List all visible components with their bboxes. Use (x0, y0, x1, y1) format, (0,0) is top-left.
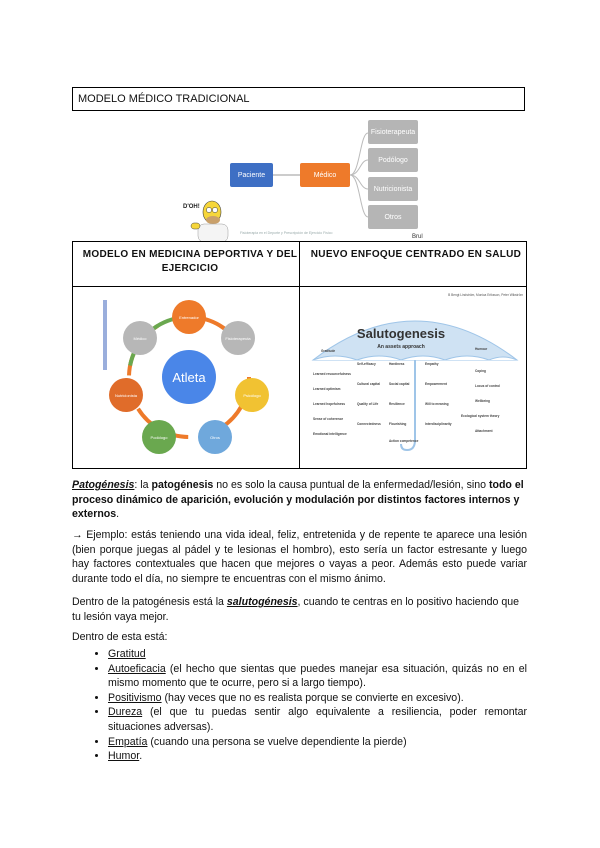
list-item-term: Humor (108, 750, 140, 763)
list-item-text: (el que tu puedas sentir algo equivalente a resiliencia, poder remontar situaciones adversas). (108, 706, 527, 733)
cycle-center-label: Atleta (172, 370, 206, 385)
concept: Connectedness (357, 422, 381, 426)
paragraph-pathogenesis (72, 478, 527, 522)
patient-node: Paciente (230, 163, 273, 187)
list-item (108, 691, 527, 706)
cycle-node (235, 378, 269, 412)
cycle-node-label: Podólogo (150, 435, 168, 440)
cycle-node-label: Fisioterapeuta (225, 336, 251, 341)
concept: Ecological system theory (461, 414, 500, 418)
doh-text: D'OH! (183, 204, 200, 210)
list-item-term: Gratitud (108, 648, 146, 660)
concept: Will to meaning (425, 402, 449, 406)
table-header-sports-model: MODELO EN MEDICINA DEPORTIVA Y DEL EJERCICIO (82, 249, 298, 274)
homer-illustration (188, 196, 233, 242)
text-span: : la (134, 479, 152, 491)
concept: Wellbeing (475, 399, 490, 403)
term-patogenesis: Patogénesis (72, 479, 135, 491)
term-patogenesis-bold: patogénesis (151, 479, 214, 491)
models-table (72, 241, 527, 469)
concept: Learned resourcefulness (313, 372, 351, 376)
paragraph-list-intro: Dentro de esta está: (72, 631, 168, 643)
concept: Cultural capital (357, 382, 381, 386)
list-item-text: (hay veces que no es realista porque se convierte en excesivo). (161, 691, 464, 704)
list-item-term: Positivismo (108, 691, 162, 704)
cycle-node (221, 321, 255, 355)
cycle-node-label: Nutricionista (114, 393, 138, 398)
table-header-health-model: NUEVO ENFOQUE CENTRADO EN SALUD (310, 249, 522, 260)
doctor-node: Médico (300, 163, 350, 187)
cycle-node-label: Psicólogo (243, 393, 261, 398)
umbrella-authors: B Bengt Lindström, Monica Eriksson, Peter Wikström (448, 293, 523, 297)
concept: Empathy (425, 362, 439, 366)
salutogenesis-umbrella (305, 290, 525, 468)
list-item-term: Empatía (108, 735, 148, 748)
concept: Sense of coherence (313, 417, 344, 421)
term-salutogenesis: salutogénesis (226, 596, 298, 608)
diagram-brand: Brul (412, 234, 423, 240)
cycle-node (109, 378, 143, 412)
concept: Self-efficacy (357, 362, 376, 366)
cycle-node (172, 300, 206, 334)
umbrella-concepts (313, 347, 500, 443)
list-item (108, 735, 527, 750)
cycle-node-label: Otros (210, 435, 220, 440)
concept: Interdisciplinarity (425, 422, 452, 426)
section-title-box: MODELO MÉDICO TRADICIONAL (72, 87, 525, 111)
concept: Quality of Life (357, 402, 379, 406)
concept: Resilience (389, 402, 405, 406)
cycle-node (123, 321, 157, 355)
concept: Learned hopefulness (313, 402, 346, 406)
cycle-node-label: Entrenador (179, 315, 199, 320)
concept: Humour (475, 347, 488, 351)
list-item-text: (el hecho que sientas que puedes manejar esa situación, quizás no en el mismo momento que te ocurre, pero si a largo tiempo). (108, 662, 527, 690)
list-item-term: Autoeficacia (108, 662, 166, 675)
concept: Coping (475, 369, 486, 373)
concept: Action competence (389, 439, 419, 443)
specialist-node-others: Otros (368, 205, 418, 229)
concept: Social capital (389, 382, 410, 386)
paragraph-example: → Ejemplo: estás teniendo una vida ideal, feliz, entretenida y de repente te aparece una lesión (bien porque juegas al pádel y te lesionas el hombro), esto sería un factor estresante y luego hay factores contextuales que hacen que mejores o vayas a peor. Además esto puede variar durante todo el día, no siempre te encuentras con el mismo ánimo. (72, 529, 527, 585)
concept: Learned optimism (313, 387, 341, 391)
text-span: . (116, 508, 120, 521)
paragraph-salutogenesis (72, 595, 527, 624)
umbrella-title: Salutogenesis (356, 326, 446, 341)
concept: Empowerment (425, 382, 447, 386)
list-item (108, 662, 527, 691)
list-item-text: (cuando una persona se vuelve dependiente la pierde) (147, 735, 407, 748)
specialist-node-podiatrist: Podólogo (368, 148, 418, 172)
concept: Gratitude (321, 349, 336, 353)
table-divider-horizontal (73, 286, 526, 287)
list-item (108, 705, 527, 734)
concept: Attachment (475, 429, 493, 433)
concept: Hardiness (389, 362, 405, 366)
list-item-text: . (139, 750, 143, 763)
athlete-cycle-diagram (97, 294, 277, 462)
specialist-node-nutritionist: Nutricionista (368, 177, 418, 201)
cycle-node-label: Médico (133, 336, 147, 341)
concept: Emotional intelligence (313, 432, 347, 436)
concept: Locus of control (475, 384, 500, 388)
list-item (108, 749, 527, 764)
umbrella-subtitle: An assets approach (377, 344, 425, 350)
text-span: Dentro de la patogénesis está la (72, 596, 227, 608)
bold-definition: todo el proceso dinámico de aparición, evolución y modulación por distintos factores internos y externos (72, 479, 524, 521)
list-item (108, 647, 527, 662)
cycle-side-bar (103, 300, 107, 370)
specialist-node-physio: Fisioterapeuta (368, 120, 418, 144)
list-item-term: Dureza (108, 706, 143, 719)
concept: Flourishing (389, 422, 407, 426)
diagram-caption: Fisioterapia en el Deporte y Prescripción de Ejercicio Físico (240, 231, 333, 235)
cycle-node (198, 420, 232, 454)
salutogenesis-factors-list (72, 647, 527, 764)
text-span: , cuando te centras en lo positivo haciendo que tu lesión vaya mejor. (72, 596, 519, 623)
cycle-node (142, 420, 176, 454)
text-span: no es solo la causa puntual de la enfermedad/lesión, sino (213, 479, 489, 491)
